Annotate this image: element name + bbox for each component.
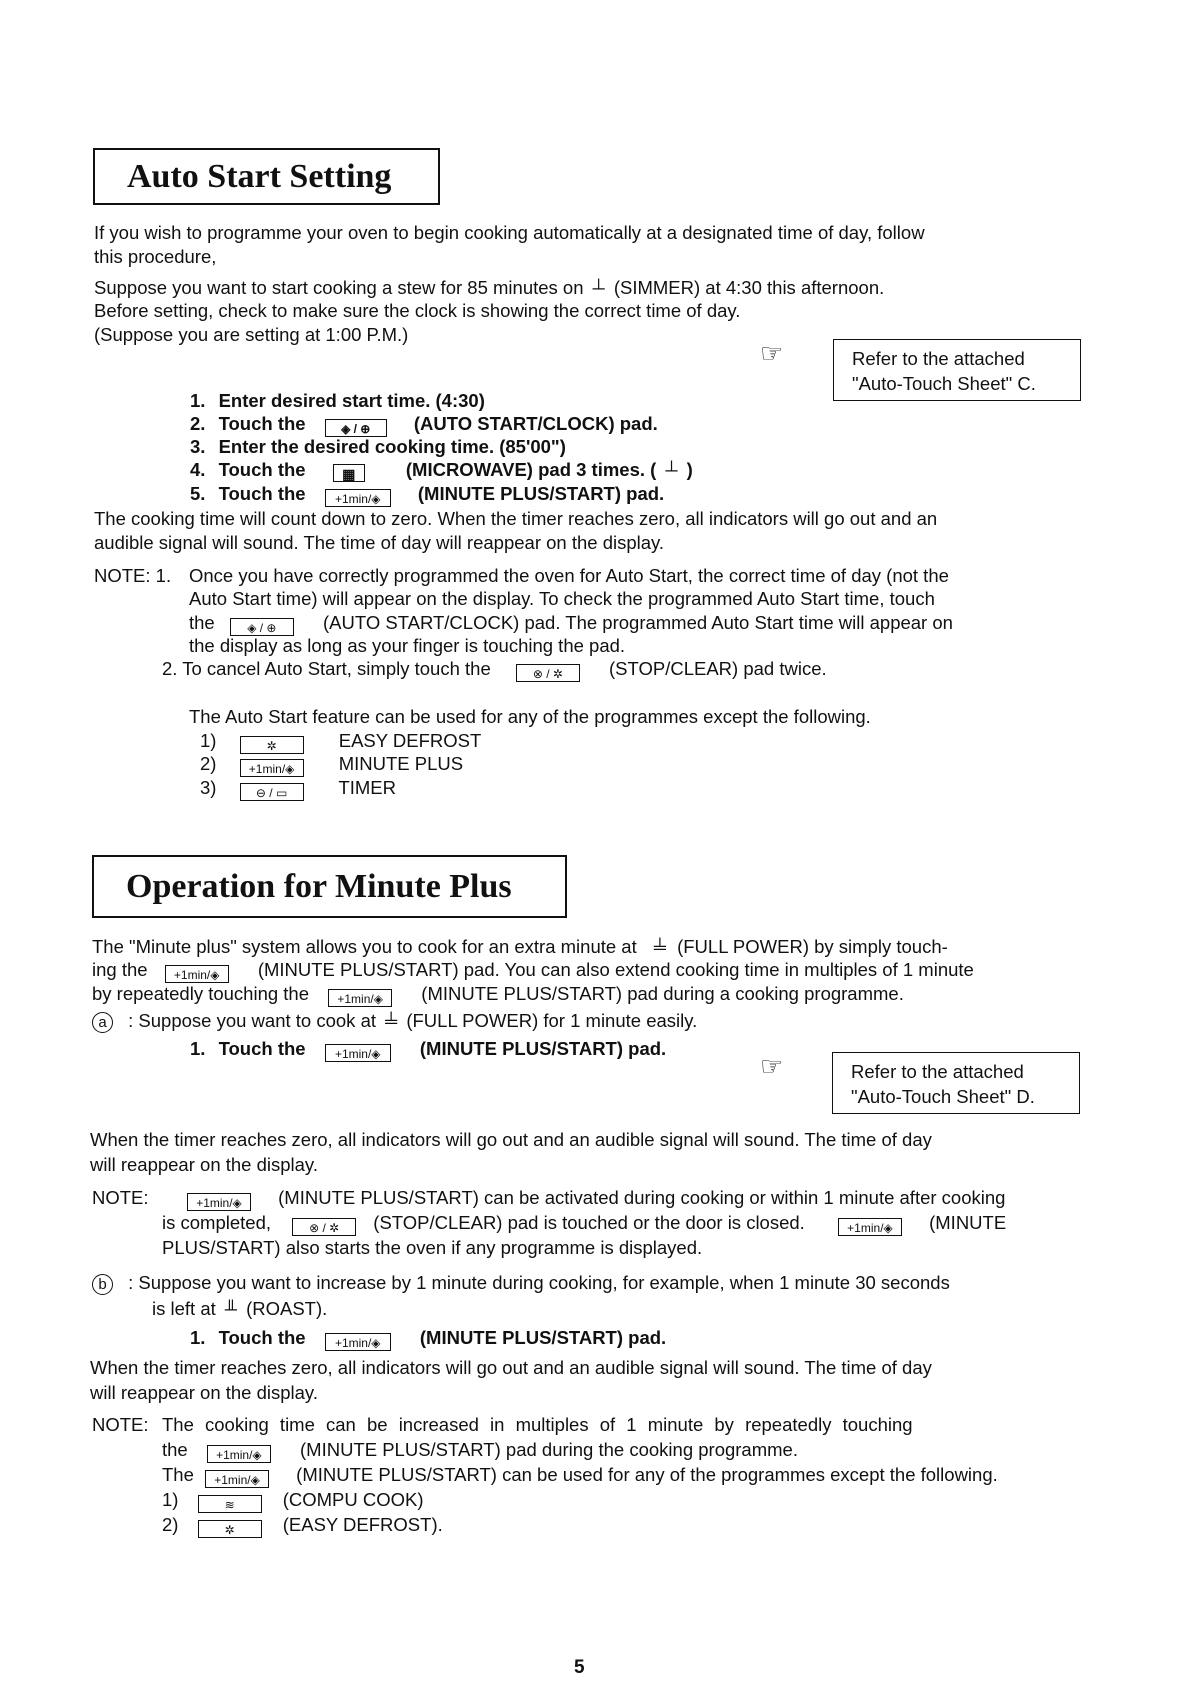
note-text: (MINUTE	[929, 1212, 1007, 1233]
auto-start-clock-pad: ◈ / ⊕	[325, 419, 387, 437]
exception-number: 1)	[162, 1489, 179, 1510]
case-b-marker: b	[92, 1274, 113, 1295]
note-line	[162, 1463, 998, 1488]
note-text: the	[162, 1439, 188, 1460]
exception-item	[162, 1488, 424, 1513]
suppose-text: (SIMMER) at 4:30 this afternoon.	[613, 277, 885, 298]
stop-clear-pad: ⊗ / ✲	[292, 1218, 356, 1236]
step-number: 4.	[190, 459, 206, 480]
intro-line	[92, 958, 974, 983]
intro-text: ing the	[92, 959, 148, 980]
step-text: (MINUTE PLUS/START) pad.	[419, 1327, 667, 1348]
after-b-line: When the timer reaches zero, all indicators will go out and an audible signal will sound. The time of day	[90, 1357, 932, 1378]
after-a-line: will reappear on the display.	[90, 1154, 318, 1175]
intro-line	[92, 935, 948, 959]
step-text: (MINUTE PLUS/START) pad.	[417, 483, 665, 504]
auto-start-clock-pad: ◈ / ⊕	[230, 618, 294, 636]
minute-plus-start-pad: +1min/◈	[165, 965, 229, 983]
simmer-icon: ┴	[592, 279, 605, 298]
step-number: 1.	[190, 390, 206, 411]
suppose-line	[94, 276, 884, 300]
step-text: Touch the	[218, 1327, 306, 1348]
step-text: Touch the	[218, 483, 306, 504]
step-text: Touch the	[218, 459, 306, 480]
note-text: (MINUTE PLUS/START) can be used for any of the programmes except the following.	[296, 1464, 998, 1485]
step-4	[190, 458, 693, 482]
easy-defrost-pad: ✲	[240, 736, 304, 754]
step-number: 3.	[190, 436, 206, 457]
full-power-icon: ╧	[385, 1012, 398, 1031]
reference-line: Refer to the attached	[851, 1061, 1024, 1082]
exception-label: (EASY DEFROST).	[282, 1514, 443, 1535]
reference-line: "Auto-Touch Sheet" C.	[852, 373, 1036, 394]
case-b-step	[190, 1326, 666, 1351]
step-text: Enter the desired cooking time. (85'00")	[218, 436, 566, 457]
note-line	[189, 611, 953, 636]
step-number: 5.	[190, 483, 206, 504]
microwave-pad: ▦	[333, 464, 365, 482]
case-a-text: : Suppose you want to cook at	[128, 1010, 376, 1031]
step-3	[190, 435, 566, 458]
note-label: NOTE:	[92, 1187, 149, 1208]
note-line: Once you have correctly programmed the oven for Auto Start, the correct time of day (not the	[189, 565, 949, 586]
after-a-line: When the timer reaches zero, all indicators will go out and an audible signal will sound. The time of day	[90, 1129, 932, 1150]
case-b-text: : Suppose you want to increase by 1 minute during cooking, for example, when 1 minute 30 seconds	[128, 1272, 950, 1293]
note-label: NOTE:	[92, 1414, 149, 1435]
exception-label: (COMPU COOK)	[282, 1489, 424, 1510]
section-title-text: Operation for Minute Plus	[126, 867, 512, 905]
reference-box-c	[833, 339, 1081, 401]
note-text: The	[162, 1464, 194, 1485]
suppose-line: (Suppose you are setting at 1:00 P.M.)	[94, 324, 409, 345]
case-a-step	[190, 1037, 666, 1062]
note-text: (STOP/CLEAR) pad twice.	[609, 658, 827, 679]
exception-item	[200, 729, 481, 754]
minute-plus-start-pad: +1min/◈	[838, 1218, 902, 1236]
note-line	[162, 657, 827, 682]
minute-plus-start-pad: +1min/◈	[328, 989, 392, 1007]
step-2	[190, 412, 658, 437]
case-a-text: (FULL POWER) for 1 minute easily.	[406, 1010, 698, 1031]
minute-plus-pad: +1min/◈	[240, 759, 304, 777]
minute-plus-start-pad: +1min/◈	[325, 1044, 391, 1062]
after-b-line: will reappear on the display.	[90, 1382, 318, 1403]
intro-line	[92, 982, 904, 1007]
step-number: 2.	[190, 413, 206, 434]
step-text: Enter desired start time. (4:30)	[218, 390, 485, 411]
roast-icon: ╨	[224, 1300, 237, 1319]
after-steps-line: audible signal will sound. The time of day will reappear on the display.	[94, 532, 665, 553]
reference-line: "Auto-Touch Sheet" D.	[851, 1086, 1035, 1107]
minute-plus-start-pad: +1min/◈	[325, 489, 391, 507]
intro-text: by repeatedly touching the	[92, 983, 310, 1004]
exception-number: 2)	[162, 1514, 179, 1535]
intro-text: (MINUTE PLUS/START) pad during a cooking programme.	[421, 983, 904, 1004]
step-text: Touch the	[218, 413, 306, 434]
stop-clear-pad: ⊗ / ✲	[516, 664, 580, 682]
case-a-marker: a	[92, 1012, 113, 1033]
exception-number: 1)	[200, 730, 217, 751]
suppose-line: Before setting, check to make sure the clock is showing the correct time of day.	[94, 300, 741, 321]
page-number: 5	[574, 1657, 585, 1678]
suppose-text: Suppose you want to start cooking a stew for 85 minutes on	[94, 277, 584, 298]
note-text: 2. To cancel Auto Start, simply touch the	[162, 658, 491, 679]
easy-defrost-pad: ✲	[198, 1520, 262, 1538]
exception-number: 2)	[200, 753, 217, 774]
intro-line: this procedure,	[94, 246, 217, 267]
exception-item	[200, 776, 396, 801]
exception-item	[162, 1513, 443, 1538]
case-b-line	[92, 1271, 950, 1295]
after-steps-line: The cooking time will count down to zero. When the timer reaches zero, all indicators will go out and an	[94, 508, 938, 529]
note-text: (STOP/CLEAR) pad is touched or the door is closed.	[373, 1212, 805, 1233]
compu-cook-pad: ≋	[198, 1495, 262, 1513]
pointing-hand-icon: ☞	[760, 338, 784, 368]
case-a-line	[92, 1009, 697, 1033]
intro-text: (MINUTE PLUS/START) pad. You can also extend cooking time in multiples of 1 minute	[257, 959, 974, 980]
pointing-hand-icon: ☞	[760, 1051, 784, 1081]
timer-pad: ⊖ / ▭	[240, 783, 304, 801]
reference-box-d	[832, 1052, 1080, 1114]
step-number: 1.	[190, 1327, 206, 1348]
full-power-icon: ╧	[653, 938, 666, 957]
intro-line: If you wish to programme your oven to begin cooking automatically at a designated time of day, follow	[94, 222, 925, 243]
section-title-minute-plus	[92, 855, 567, 918]
minute-plus-start-pad: +1min/◈	[207, 1445, 271, 1463]
step-text: (AUTO START/CLOCK) pad.	[413, 413, 658, 434]
exception-label: MINUTE PLUS	[338, 753, 464, 774]
step-1	[190, 389, 485, 412]
exception-number: 3)	[200, 777, 217, 798]
note-label: NOTE: 1.	[94, 565, 172, 586]
step-number: 1.	[190, 1038, 206, 1059]
note-text: (AUTO START/CLOCK) pad. The programmed Auto Start time will appear on	[323, 612, 953, 633]
note-line: PLUS/START) also starts the oven if any programme is displayed.	[162, 1237, 703, 1258]
note-text: the	[189, 612, 215, 633]
minute-plus-start-pad: +1min/◈	[205, 1470, 269, 1488]
note-line	[183, 1186, 1005, 1211]
case-b-line	[152, 1297, 327, 1321]
note-text: (MINUTE PLUS/START) pad during the cooking programme.	[300, 1439, 798, 1460]
minute-plus-start-pad: +1min/◈	[325, 1333, 391, 1351]
intro-text: (FULL POWER) by simply touch-	[677, 936, 948, 957]
simmer-icon: ┴	[665, 461, 678, 480]
section-title-text: Auto Start Setting	[127, 157, 392, 195]
exception-label: EASY DEFROST	[338, 730, 482, 751]
exception-label: TIMER	[338, 777, 396, 798]
step-text: (MINUTE PLUS/START) pad.	[419, 1038, 667, 1059]
exceptions-intro: The Auto Start feature can be used for any of the programmes except the following.	[189, 706, 871, 727]
intro-text: The "Minute plus" system allows you to cook for an extra minute at	[92, 936, 637, 957]
exception-item	[200, 752, 463, 777]
step-5	[190, 482, 664, 507]
note-line: The cooking time can be increased in multiples of 1 minute by repeatedly touching	[162, 1414, 913, 1435]
reference-line: Refer to the attached	[852, 348, 1025, 369]
section-title-auto-start	[93, 148, 440, 205]
note-text: (MINUTE PLUS/START) can be activated during cooking or within 1 minute after cooking	[278, 1187, 1006, 1208]
note-line: the display as long as your finger is touching the pad.	[189, 635, 626, 656]
note-text: is completed,	[162, 1212, 271, 1233]
note-line	[162, 1211, 1006, 1236]
case-b-text: (ROAST).	[246, 1298, 328, 1319]
step-text: (MICROWAVE) pad 3 times. (	[405, 459, 657, 480]
note-line: Auto Start time) will appear on the display. To check the programmed Auto Start time, touch	[189, 588, 935, 609]
case-b-text: is left at	[152, 1298, 216, 1319]
note-line	[162, 1438, 798, 1463]
step-text: )	[686, 459, 693, 480]
minute-plus-start-pad: +1min/◈	[187, 1193, 251, 1211]
step-text: Touch the	[218, 1038, 306, 1059]
